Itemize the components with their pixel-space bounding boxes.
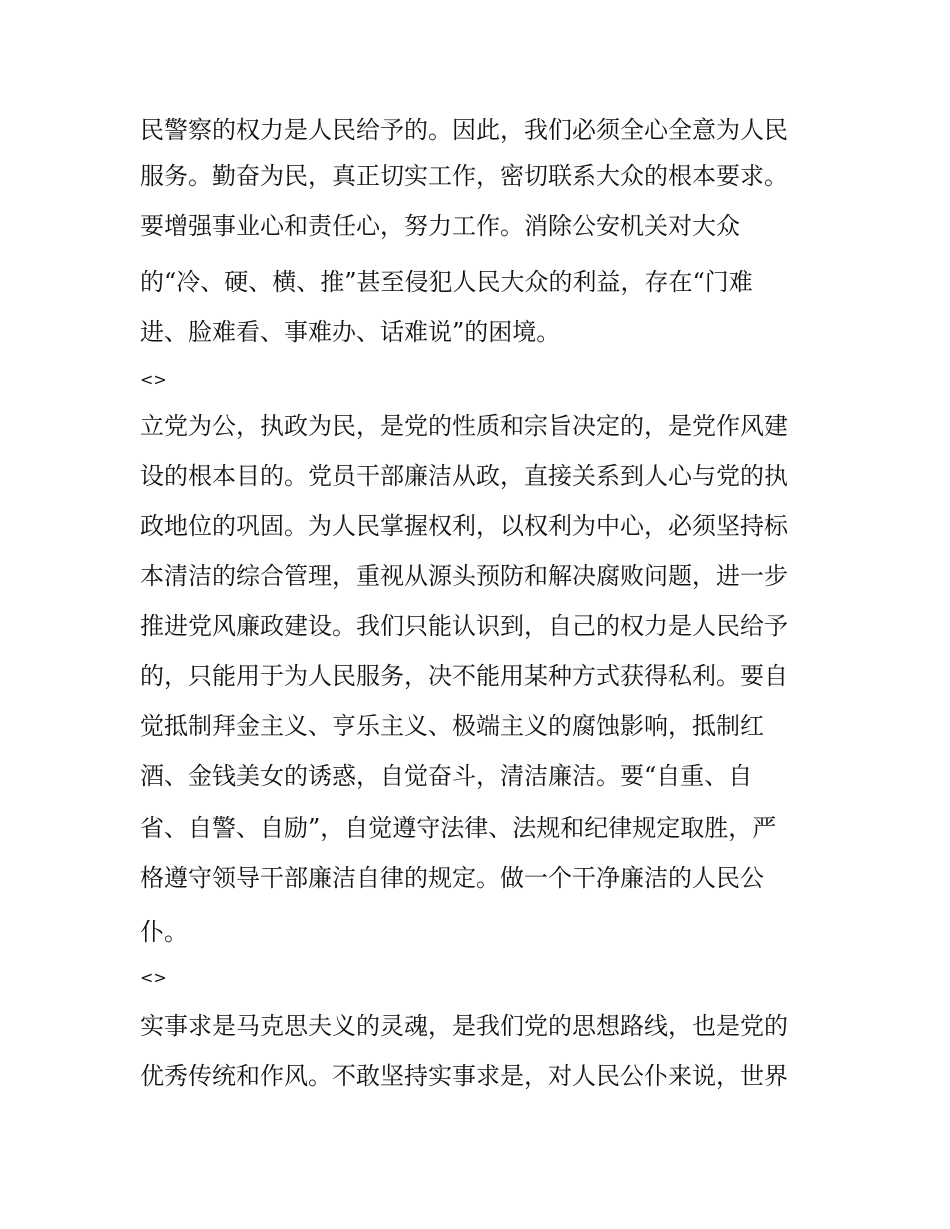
- text-line: 省、自警、自励”，自觉遵守法律、法规和纪律规定取胜，严: [140, 814, 777, 842]
- text-line: 实事求是马克思夫义的灵魂，是我们党的思想路线，也是党的: [140, 1012, 788, 1040]
- text-line: 设的根本目的。党员干部廉洁从政，直接关系到人心与党的执: [140, 462, 788, 490]
- text-line: 本清洁的综合管理，重视从源头预防和解决腐败问题，进一步: [140, 562, 788, 590]
- text-line: 优秀传统和作风。不敢坚持实事求是，对人民公仆来说，世界: [140, 1062, 788, 1090]
- text-line: 要增强事业心和责任心，努力工作。消除公安机关对大众: [140, 212, 740, 240]
- text-line: 酒、金钱美女的诱惑，自觉奋斗，清洁廉洁。要“自重、自: [140, 762, 753, 790]
- paragraph-separator: <>: [140, 370, 167, 389]
- text-line: 推进党风廉政建设。我们只能认识到，自己的权力是人民给予: [140, 612, 788, 640]
- text-line: 政地位的巩固。为人民掌握权利，以权利为中心，必须坚持标: [140, 512, 788, 540]
- text-line: 进、脸难看、事难办、话难说”的困境。: [140, 318, 561, 346]
- text-line: 的，只能用于为人民服务，决不能用某种方式获得私利。要自: [140, 662, 788, 690]
- text-line: 服务。勤奋为民，真正切实工作，密切联系大众的根本要求。: [140, 162, 788, 190]
- text-line: 觉抵制拜金主义、亨乐主义、极端主义的腐蚀影响，抵制红: [140, 712, 764, 740]
- text-line: 格遵守领导干部廉洁自律的规定。做一个干净廉洁的人民公: [140, 864, 764, 892]
- text-line: 立党为公，执政为民，是党的性质和宗旨决定的，是党作风建: [140, 412, 788, 440]
- text-line: 民警察的权力是人民给予的。因此，我们必须全心全意为人民: [140, 116, 788, 144]
- paragraph-separator: <>: [140, 968, 167, 987]
- text-line: 的“冷、硬、横、推”甚至侵犯人民大众的利益，存在“门难: [140, 268, 753, 296]
- text-line: 仆。: [140, 918, 188, 946]
